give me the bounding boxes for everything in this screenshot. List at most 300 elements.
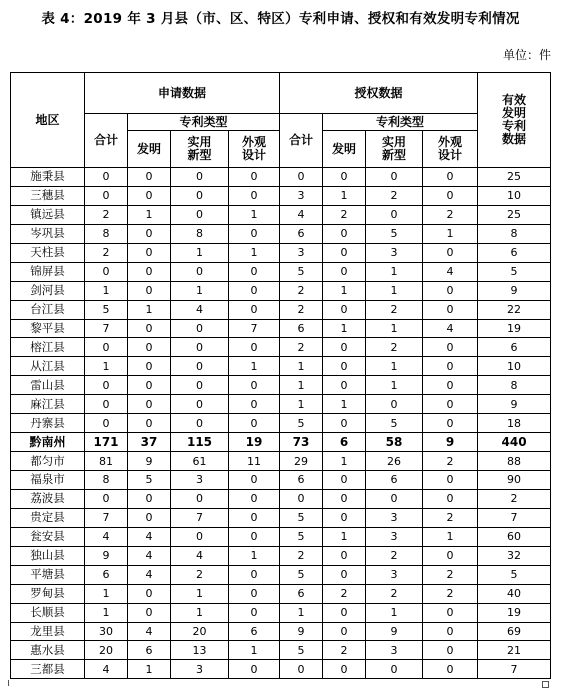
region-name-cell: 天柱县 — [11, 243, 85, 262]
value-cell: 0 — [85, 395, 128, 414]
table-row — [11, 622, 551, 641]
value-cell: 0 — [128, 603, 171, 622]
header-app-utility: 实用 新型 — [171, 131, 229, 168]
value-cell: 0 — [423, 186, 478, 205]
value-cell: 0 — [128, 262, 171, 281]
value-cell: 0 — [423, 489, 478, 508]
value-cell: 40 — [478, 584, 551, 603]
value-cell: 115 — [171, 433, 229, 452]
value-cell: 2 — [280, 338, 323, 357]
value-cell: 6 — [280, 224, 323, 243]
table-row — [11, 186, 551, 205]
value-cell: 2 — [323, 584, 366, 603]
header-grant-total: 合计 — [280, 114, 323, 168]
value-cell: 6 — [280, 471, 323, 490]
header-grant-utility: 实用 新型 — [366, 131, 423, 168]
table-row — [11, 357, 551, 376]
value-cell: 0 — [423, 168, 478, 187]
value-cell: 0 — [171, 168, 229, 187]
value-cell: 5 — [128, 471, 171, 490]
value-cell: 81 — [85, 452, 128, 471]
header-grant: 授权数据 — [280, 73, 478, 114]
value-cell: 0 — [423, 300, 478, 319]
value-cell: 9 — [85, 546, 128, 565]
value-cell: 0 — [229, 565, 280, 584]
value-cell: 1 — [366, 357, 423, 376]
value-cell: 0 — [171, 338, 229, 357]
value-cell: 6 — [85, 565, 128, 584]
value-cell: 8 — [85, 471, 128, 490]
value-cell: 4 — [85, 527, 128, 546]
value-cell: 7 — [85, 508, 128, 527]
value-cell: 0 — [128, 395, 171, 414]
value-cell: 0 — [280, 168, 323, 187]
table-row — [11, 546, 551, 565]
value-cell: 3 — [280, 186, 323, 205]
region-name-cell: 黔南州 — [11, 433, 85, 452]
value-cell: 6 — [366, 471, 423, 490]
value-cell: 0 — [323, 471, 366, 490]
value-cell: 6 — [478, 243, 551, 262]
value-cell: 0 — [229, 224, 280, 243]
region-name-cell: 罗甸县 — [11, 584, 85, 603]
table-row — [11, 603, 551, 622]
value-cell: 0 — [229, 338, 280, 357]
value-cell: 0 — [366, 395, 423, 414]
table-row — [11, 489, 551, 508]
value-cell: 6 — [478, 338, 551, 357]
value-cell: 0 — [229, 395, 280, 414]
value-cell: 6 — [229, 622, 280, 641]
region-name-cell: 榕江县 — [11, 338, 85, 357]
value-cell: 1 — [366, 603, 423, 622]
value-cell: 0 — [128, 224, 171, 243]
region-name-cell: 丹寨县 — [11, 414, 85, 433]
table-row — [11, 527, 551, 546]
region-name-cell: 剑河县 — [11, 281, 85, 300]
region-name-cell: 三都县 — [11, 660, 85, 679]
value-cell: 0 — [171, 489, 229, 508]
value-cell: 0 — [323, 489, 366, 508]
value-cell: 0 — [323, 508, 366, 527]
header-app-invention: 发明 — [128, 131, 171, 168]
value-cell: 0 — [171, 527, 229, 546]
value-cell: 1 — [423, 527, 478, 546]
value-cell: 10 — [478, 357, 551, 376]
region-name-cell: 锦屏县 — [11, 262, 85, 281]
table-row — [11, 376, 551, 395]
value-cell: 8 — [171, 224, 229, 243]
header-app-type: 专利类型 — [128, 114, 280, 131]
table-row — [11, 224, 551, 243]
value-cell: 0 — [229, 376, 280, 395]
value-cell: 1 — [366, 262, 423, 281]
table-row — [11, 471, 551, 490]
value-cell: 1 — [229, 205, 280, 224]
region-name-cell: 岑巩县 — [11, 224, 85, 243]
value-cell: 0 — [366, 489, 423, 508]
value-cell: 6 — [323, 433, 366, 452]
value-cell: 3 — [171, 660, 229, 679]
value-cell: 440 — [478, 433, 551, 452]
value-cell: 4 — [128, 622, 171, 641]
value-cell: 0 — [366, 168, 423, 187]
value-cell: 2 — [366, 338, 423, 357]
value-cell: 1 — [280, 357, 323, 376]
value-cell: 1 — [366, 376, 423, 395]
value-cell: 3 — [171, 471, 229, 490]
value-cell: 0 — [229, 603, 280, 622]
value-cell: 0 — [423, 357, 478, 376]
value-cell: 1 — [323, 452, 366, 471]
header-grant-invention: 发明 — [323, 131, 366, 168]
value-cell: 0 — [323, 300, 366, 319]
value-cell: 171 — [85, 433, 128, 452]
value-cell: 0 — [229, 527, 280, 546]
table-row — [11, 660, 551, 679]
value-cell: 0 — [229, 186, 280, 205]
value-cell: 19 — [478, 319, 551, 338]
value-cell: 4 — [171, 546, 229, 565]
value-cell: 5 — [280, 262, 323, 281]
value-cell: 0 — [128, 489, 171, 508]
value-cell: 5 — [280, 508, 323, 527]
region-name-cell: 平塘县 — [11, 565, 85, 584]
value-cell: 1 — [85, 357, 128, 376]
value-cell: 0 — [229, 414, 280, 433]
value-cell: 4 — [423, 319, 478, 338]
value-cell: 2 — [366, 300, 423, 319]
region-name-cell: 麻江县 — [11, 395, 85, 414]
value-cell: 7 — [229, 319, 280, 338]
value-cell: 60 — [478, 527, 551, 546]
table-row — [11, 205, 551, 224]
value-cell: 1 — [280, 395, 323, 414]
value-cell: 20 — [85, 641, 128, 660]
value-cell: 0 — [423, 243, 478, 262]
value-cell: 0 — [323, 262, 366, 281]
value-cell: 1 — [423, 224, 478, 243]
value-cell: 2 — [323, 205, 366, 224]
value-cell: 2 — [423, 565, 478, 584]
value-cell: 4 — [280, 205, 323, 224]
table-row — [11, 281, 551, 300]
value-cell: 3 — [366, 565, 423, 584]
header-application: 申请数据 — [85, 73, 280, 114]
value-cell: 0 — [423, 660, 478, 679]
region-name-cell: 独山县 — [11, 546, 85, 565]
value-cell: 0 — [323, 546, 366, 565]
value-cell: 1 — [280, 376, 323, 395]
value-cell: 20 — [171, 622, 229, 641]
table-row — [11, 433, 551, 452]
value-cell: 2 — [423, 584, 478, 603]
value-cell: 0 — [323, 168, 366, 187]
value-cell: 3 — [366, 243, 423, 262]
header-grant-type: 专利类型 — [323, 114, 478, 131]
value-cell: 61 — [171, 452, 229, 471]
value-cell: 0 — [280, 489, 323, 508]
value-cell: 0 — [229, 489, 280, 508]
value-cell: 1 — [323, 527, 366, 546]
value-cell: 1 — [323, 281, 366, 300]
value-cell: 1 — [171, 584, 229, 603]
value-cell: 0 — [128, 584, 171, 603]
region-name-cell: 都匀市 — [11, 452, 85, 471]
table-row — [11, 414, 551, 433]
value-cell: 0 — [323, 357, 366, 376]
value-cell: 2 — [423, 508, 478, 527]
value-cell: 2 — [366, 546, 423, 565]
table-row — [11, 338, 551, 357]
value-cell: 5 — [280, 414, 323, 433]
value-cell: 32 — [478, 546, 551, 565]
value-cell: 0 — [229, 508, 280, 527]
value-cell: 0 — [280, 660, 323, 679]
value-cell: 1 — [128, 660, 171, 679]
region-name-cell: 镇远县 — [11, 205, 85, 224]
value-cell: 0 — [423, 395, 478, 414]
value-cell: 0 — [423, 546, 478, 565]
value-cell: 29 — [280, 452, 323, 471]
value-cell: 1 — [85, 281, 128, 300]
value-cell: 90 — [478, 471, 551, 490]
value-cell: 0 — [171, 205, 229, 224]
value-cell: 0 — [171, 357, 229, 376]
value-cell: 0 — [85, 168, 128, 187]
value-cell: 1 — [85, 603, 128, 622]
value-cell: 8 — [478, 224, 551, 243]
value-cell: 3 — [366, 508, 423, 527]
value-cell: 9 — [128, 452, 171, 471]
value-cell: 0 — [85, 186, 128, 205]
value-cell: 1 — [366, 319, 423, 338]
value-cell: 0 — [229, 281, 280, 300]
value-cell: 9 — [478, 395, 551, 414]
value-cell: 0 — [85, 414, 128, 433]
region-name-cell: 龙里县 — [11, 622, 85, 641]
value-cell: 0 — [423, 338, 478, 357]
value-cell: 0 — [128, 508, 171, 527]
value-cell: 5 — [366, 414, 423, 433]
value-cell: 3 — [366, 641, 423, 660]
value-cell: 2 — [85, 243, 128, 262]
value-cell: 0 — [229, 471, 280, 490]
value-cell: 19 — [229, 433, 280, 452]
value-cell: 0 — [366, 205, 423, 224]
value-cell: 1 — [323, 186, 366, 205]
value-cell: 9 — [423, 433, 478, 452]
value-cell: 5 — [478, 262, 551, 281]
table-title: 表 4：2019 年 3 月县（市、区、特区）专利申请、授权和有效发明专利情况 — [41, 11, 520, 27]
value-cell: 0 — [85, 376, 128, 395]
value-cell: 0 — [423, 414, 478, 433]
value-cell: 7 — [85, 319, 128, 338]
table-row — [11, 641, 551, 660]
value-cell: 69 — [478, 622, 551, 641]
table-row — [11, 565, 551, 584]
value-cell: 0 — [366, 660, 423, 679]
value-cell: 1 — [85, 584, 128, 603]
value-cell: 0 — [171, 395, 229, 414]
value-cell: 0 — [85, 489, 128, 508]
value-cell: 6 — [128, 641, 171, 660]
region-name-cell: 惠水县 — [11, 641, 85, 660]
value-cell: 5 — [280, 527, 323, 546]
value-cell: 4 — [128, 565, 171, 584]
value-cell: 0 — [323, 414, 366, 433]
value-cell: 0 — [171, 319, 229, 338]
value-cell: 2 — [280, 281, 323, 300]
value-cell: 18 — [478, 414, 551, 433]
patent-table — [10, 72, 551, 679]
corner-mark-left — [8, 680, 9, 686]
value-cell: 0 — [128, 319, 171, 338]
value-cell: 2 — [478, 489, 551, 508]
value-cell: 4 — [171, 300, 229, 319]
value-cell: 5 — [366, 224, 423, 243]
region-name-cell: 贵定县 — [11, 508, 85, 527]
value-cell: 1 — [171, 603, 229, 622]
value-cell: 0 — [423, 641, 478, 660]
value-cell: 1 — [323, 395, 366, 414]
value-cell: 0 — [128, 168, 171, 187]
value-cell: 2 — [366, 584, 423, 603]
value-cell: 21 — [478, 641, 551, 660]
table-body — [11, 168, 551, 679]
value-cell: 11 — [229, 452, 280, 471]
region-name-cell: 长顺县 — [11, 603, 85, 622]
region-name-cell: 福泉市 — [11, 471, 85, 490]
table-row — [11, 452, 551, 471]
value-cell: 5 — [280, 565, 323, 584]
region-name-cell: 瓮安县 — [11, 527, 85, 546]
value-cell: 9 — [478, 281, 551, 300]
region-name-cell: 黎平县 — [11, 319, 85, 338]
value-cell: 4 — [423, 262, 478, 281]
value-cell: 0 — [171, 414, 229, 433]
value-cell: 0 — [323, 603, 366, 622]
value-cell: 58 — [366, 433, 423, 452]
value-cell: 10 — [478, 186, 551, 205]
value-cell: 8 — [85, 224, 128, 243]
region-name-cell: 荔波县 — [11, 489, 85, 508]
value-cell: 1 — [323, 319, 366, 338]
value-cell: 26 — [366, 452, 423, 471]
value-cell: 7 — [171, 508, 229, 527]
region-name-cell: 雷山县 — [11, 376, 85, 395]
value-cell: 0 — [229, 262, 280, 281]
value-cell: 88 — [478, 452, 551, 471]
value-cell: 1 — [280, 603, 323, 622]
value-cell: 0 — [229, 168, 280, 187]
value-cell: 2 — [85, 205, 128, 224]
table-row — [11, 508, 551, 527]
value-cell: 5 — [280, 641, 323, 660]
table-row — [11, 243, 551, 262]
value-cell: 0 — [229, 300, 280, 319]
value-cell: 1 — [128, 205, 171, 224]
value-cell: 6 — [280, 584, 323, 603]
value-cell: 4 — [85, 660, 128, 679]
value-cell: 0 — [85, 338, 128, 357]
header-grant-design: 外观 设计 — [423, 131, 478, 168]
value-cell: 37 — [128, 433, 171, 452]
value-cell: 6 — [280, 319, 323, 338]
value-cell: 0 — [323, 338, 366, 357]
value-cell: 5 — [478, 565, 551, 584]
value-cell: 0 — [323, 376, 366, 395]
value-cell: 13 — [171, 641, 229, 660]
value-cell: 0 — [229, 584, 280, 603]
value-cell: 0 — [423, 471, 478, 490]
value-cell: 4 — [128, 527, 171, 546]
unit-label: 单位：件 — [502, 48, 551, 62]
table-row — [11, 168, 551, 187]
value-cell: 1 — [366, 281, 423, 300]
value-cell: 0 — [423, 622, 478, 641]
value-cell: 0 — [85, 262, 128, 281]
value-cell: 0 — [128, 186, 171, 205]
table-row — [11, 319, 551, 338]
region-name-cell: 三穗县 — [11, 186, 85, 205]
value-cell: 1 — [229, 357, 280, 376]
value-cell: 0 — [323, 622, 366, 641]
value-cell: 0 — [423, 603, 478, 622]
table-row — [11, 395, 551, 414]
value-cell: 25 — [478, 168, 551, 187]
value-cell: 0 — [423, 376, 478, 395]
value-cell: 19 — [478, 603, 551, 622]
value-cell: 22 — [478, 300, 551, 319]
value-cell: 1 — [229, 641, 280, 660]
region-name-cell: 台江县 — [11, 300, 85, 319]
value-cell: 9 — [280, 622, 323, 641]
value-cell: 7 — [478, 660, 551, 679]
value-cell: 2 — [171, 565, 229, 584]
value-cell: 2 — [366, 186, 423, 205]
table-row — [11, 262, 551, 281]
header-region: 地区 — [11, 73, 85, 168]
value-cell: 73 — [280, 433, 323, 452]
value-cell: 1 — [128, 300, 171, 319]
value-cell: 25 — [478, 205, 551, 224]
value-cell: 0 — [128, 376, 171, 395]
region-name-cell: 施秉县 — [11, 168, 85, 187]
value-cell: 0 — [128, 281, 171, 300]
value-cell: 30 — [85, 622, 128, 641]
value-cell: 7 — [478, 508, 551, 527]
value-cell: 5 — [85, 300, 128, 319]
value-cell: 0 — [171, 262, 229, 281]
header-app-total: 合计 — [85, 114, 128, 168]
value-cell: 2 — [423, 452, 478, 471]
value-cell: 0 — [323, 243, 366, 262]
region-name-cell: 从江县 — [11, 357, 85, 376]
value-cell: 0 — [171, 376, 229, 395]
corner-mark-right — [542, 681, 549, 688]
value-cell: 2 — [280, 300, 323, 319]
value-cell: 0 — [323, 660, 366, 679]
value-cell: 0 — [229, 660, 280, 679]
header-app-design: 外观 设计 — [229, 131, 280, 168]
value-cell: 0 — [128, 243, 171, 262]
value-cell: 0 — [128, 357, 171, 376]
value-cell: 2 — [323, 641, 366, 660]
value-cell: 0 — [128, 414, 171, 433]
value-cell: 0 — [323, 565, 366, 584]
value-cell: 2 — [423, 205, 478, 224]
